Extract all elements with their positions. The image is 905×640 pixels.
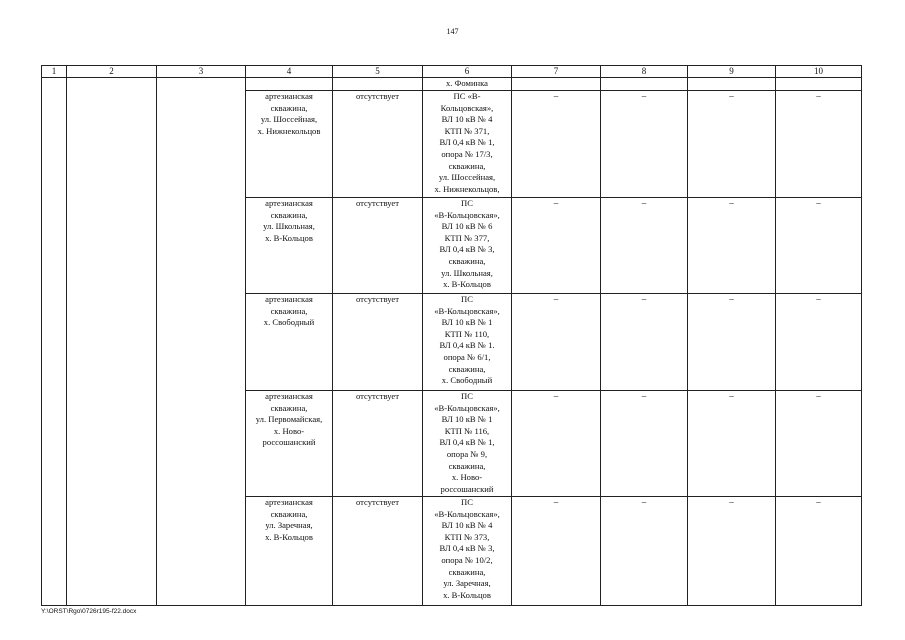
cell-power-source [423, 391, 512, 497]
cell-object-description-line: артезианская [265, 497, 313, 507]
cell-power-source-line: ВЛ 10 кВ № 6 [441, 221, 493, 232]
cell-col7 [512, 497, 601, 606]
cell-col7 [512, 78, 601, 91]
cell-object-description [246, 294, 333, 391]
cell-power-source-line: «В-Кольцовская», [434, 402, 500, 413]
cell-col8-value: – [641, 198, 647, 208]
cell-col10 [776, 198, 862, 294]
cell-power-source-line: х. Свободный [441, 375, 493, 386]
cell-col8 [601, 391, 688, 497]
cell-power-source-line: ВЛ 0,4 кВ № 3, [439, 543, 495, 554]
cell-col2 [67, 78, 157, 606]
cell-col9-value: – [729, 391, 734, 401]
cell-power-source [423, 91, 512, 198]
cell-col10-value: – [816, 198, 821, 208]
cell-col9 [688, 91, 776, 198]
column-header: 8 [601, 66, 688, 78]
cell-power-source-line: скважина, [448, 363, 486, 374]
column-header: 9 [688, 66, 776, 78]
column-header: 4 [246, 66, 333, 78]
cell-object-description [246, 91, 333, 198]
cell-col7-value: – [553, 198, 559, 208]
cell-col5 [333, 78, 423, 91]
cell-power-source-line: КТП № 377, [444, 232, 490, 243]
cell-power-source-line: скважина, [448, 160, 486, 171]
cell-col9 [688, 391, 776, 497]
cell-col7 [512, 91, 601, 198]
cell-power-source-line: ВЛ 0,4 кВ № 1, [439, 437, 495, 448]
cell-col7-value: – [553, 391, 559, 401]
cell-col3 [157, 78, 246, 606]
cell-col10-value: – [816, 294, 821, 304]
cell-col8 [601, 78, 688, 91]
cell-power-source-line: КТП № 373, [444, 531, 490, 542]
cell-power-source-line: х. В-Кольцов [443, 279, 491, 290]
cell-col10-value: – [816, 91, 821, 101]
cell-col7 [512, 294, 601, 391]
cell-col9 [688, 294, 776, 391]
cell-object-description-line: х. В-Кольцов [265, 232, 313, 243]
cell-object-description [246, 391, 333, 497]
cell-object-description [246, 198, 333, 294]
cell-object-description-line: х. Ново- [273, 425, 305, 436]
cell-object-description-line: ул. Первомайская, [255, 414, 323, 425]
cell-col8 [601, 198, 688, 294]
cell-power-source-line: ПС [461, 294, 473, 304]
cell-col7 [512, 198, 601, 294]
cell-power-source-line: ПС «В- [453, 91, 481, 101]
cell-power-source-line: КТП № 371, [444, 125, 490, 136]
cell-col7-value: – [553, 294, 559, 304]
cell-power-source-line: х. Нижнекольцов, [434, 183, 500, 194]
cell-object-description-line: ул. Школьная, [263, 221, 315, 232]
cell-status [333, 391, 423, 497]
cell-object-description-line: скважина, [270, 209, 308, 220]
cell-status-value: отсутствует [356, 198, 399, 208]
cell-power-source-line: х. В-Кольцов [443, 589, 491, 600]
cell-power-source-line: «В-Кольцовская», [434, 508, 500, 519]
cell-power-source-line: ВЛ 10 кВ № 4 [441, 114, 493, 125]
cell-power-source-line: ул. Шоссейная, [438, 172, 496, 183]
column-header: 2 [67, 66, 157, 78]
cell-power-source-line: ВЛ 0,4 кВ № 1, [439, 137, 495, 148]
cell-power-source-line: опора № 17/3, [441, 148, 493, 159]
cell-col7 [512, 391, 601, 497]
cell-power-source-line: скважина, [448, 566, 486, 577]
cell-power-source-line: ПС [461, 497, 473, 507]
cell-power-source [423, 198, 512, 294]
cell-col10 [776, 391, 862, 497]
cell-col10 [776, 91, 862, 198]
cell-col7-value: – [553, 497, 559, 507]
cell-object-description-line: артезианская [265, 294, 313, 304]
cell-object-description-line: артезианская [265, 391, 313, 401]
cell-col10 [776, 497, 862, 606]
cell-status [333, 497, 423, 606]
column-header: 6 [423, 66, 512, 78]
cell-power-source-line: КТП № 110, [444, 328, 490, 339]
cell-status [333, 198, 423, 294]
column-header: 10 [776, 66, 862, 78]
cell-col10-value: – [816, 391, 821, 401]
cell-power-source-line: ВЛ 10 кВ № 4 [441, 520, 493, 531]
cell-col9 [688, 497, 776, 606]
cell-status [333, 91, 423, 198]
column-header: 5 [333, 66, 423, 78]
cell-col8 [601, 91, 688, 198]
cell-col9-value: – [729, 198, 734, 208]
infrastructure-table [41, 65, 862, 606]
cell-status-value: отсутствует [356, 294, 399, 304]
column-header: 3 [157, 66, 246, 78]
cell-col9 [688, 78, 776, 91]
column-header: 1 [42, 66, 67, 78]
cell-power-source-line: ул. Заречная, [443, 578, 491, 589]
cell-power-source-line: опора № 10/2, [441, 554, 493, 565]
cell-power-source-line: Кольцовская», [440, 102, 494, 113]
cell-col8-value: – [641, 91, 647, 101]
cell-col10-value: – [816, 497, 821, 507]
cell-status-value: отсутствует [356, 497, 399, 507]
cell-col6: х. Фоминка [423, 78, 512, 91]
cell-object-description-line: россошанский [262, 437, 316, 448]
cell-col8 [601, 294, 688, 391]
cell-power-source [423, 497, 512, 606]
cell-power-source-line: россошанский [440, 483, 494, 494]
cell-power-source-line: «В-Кольцовская», [434, 305, 500, 316]
cell-col10 [776, 78, 862, 91]
cell-object-description-line: х. Нижнекольцов [257, 125, 321, 136]
cell-power-source-line: ПС [461, 198, 473, 208]
cell-power-source-line: ВЛ 0,4 кВ № 1. [439, 340, 495, 351]
cell-object-description-line: ул. Заречная, [265, 520, 313, 531]
cell-col4 [246, 78, 333, 91]
cell-col10 [776, 294, 862, 391]
cell-power-source-line: опора № 9, [446, 448, 488, 459]
cell-status-value: отсутствует [356, 391, 399, 401]
cell-power-source-line: х. Ново- [451, 472, 483, 483]
cell-power-source [423, 294, 512, 391]
cell-col8-value: – [641, 294, 647, 304]
cell-col9-value: – [729, 91, 734, 101]
cell-power-source-line: «В-Кольцовская», [434, 209, 500, 220]
cell-object-description [246, 497, 333, 606]
cell-object-description-line: скважина, [270, 402, 308, 413]
cell-object-description-line: скважина, [270, 305, 308, 316]
cell-object-description-line: ул. Шоссейная, [260, 114, 318, 125]
cell-power-source-line: ВЛ 10 кВ № 1 [441, 414, 493, 425]
cell-col9 [688, 198, 776, 294]
cell-power-source-line: скважина, [448, 255, 486, 266]
cell-power-source-line: скважина, [448, 460, 486, 471]
cell-object-description-line: х. В-Кольцов [265, 531, 313, 542]
cell-power-source-line: ВЛ 0,4 кВ № 3, [439, 244, 495, 255]
cell-col8 [601, 497, 688, 606]
cell-power-source-line: ПС [461, 391, 473, 401]
cell-col8-value: – [641, 391, 647, 401]
cell-col1 [42, 78, 67, 606]
table-row-continuation [42, 78, 862, 91]
page-number: 147 [446, 27, 459, 36]
table-header-row [42, 66, 862, 78]
cell-col9-value: – [729, 497, 734, 507]
cell-col8-value: – [641, 497, 647, 507]
column-header: 7 [512, 66, 601, 78]
cell-status [333, 294, 423, 391]
cell-power-source-line: КТП № 116, [444, 425, 490, 436]
cell-object-description-line: артезианская [265, 198, 313, 208]
cell-col9-value: – [729, 294, 734, 304]
cell-object-description-line: х. Свободный [263, 317, 315, 328]
cell-status-value: отсутствует [356, 91, 399, 101]
cell-object-description-line: артезианская [265, 91, 313, 101]
cell-object-description-line: скважина, [270, 508, 308, 519]
footer-file-path: Y:\ORST\Rgo\0726r195-f22.docx [41, 608, 137, 615]
cell-power-source-line: опора № 6/1, [443, 351, 491, 362]
cell-object-description-line: скважина, [270, 102, 308, 113]
cell-power-source-line: ул. Школьная, [441, 267, 493, 278]
cell-col7-value: – [553, 91, 559, 101]
cell-power-source-line: ВЛ 10 кВ № 1 [441, 317, 493, 328]
